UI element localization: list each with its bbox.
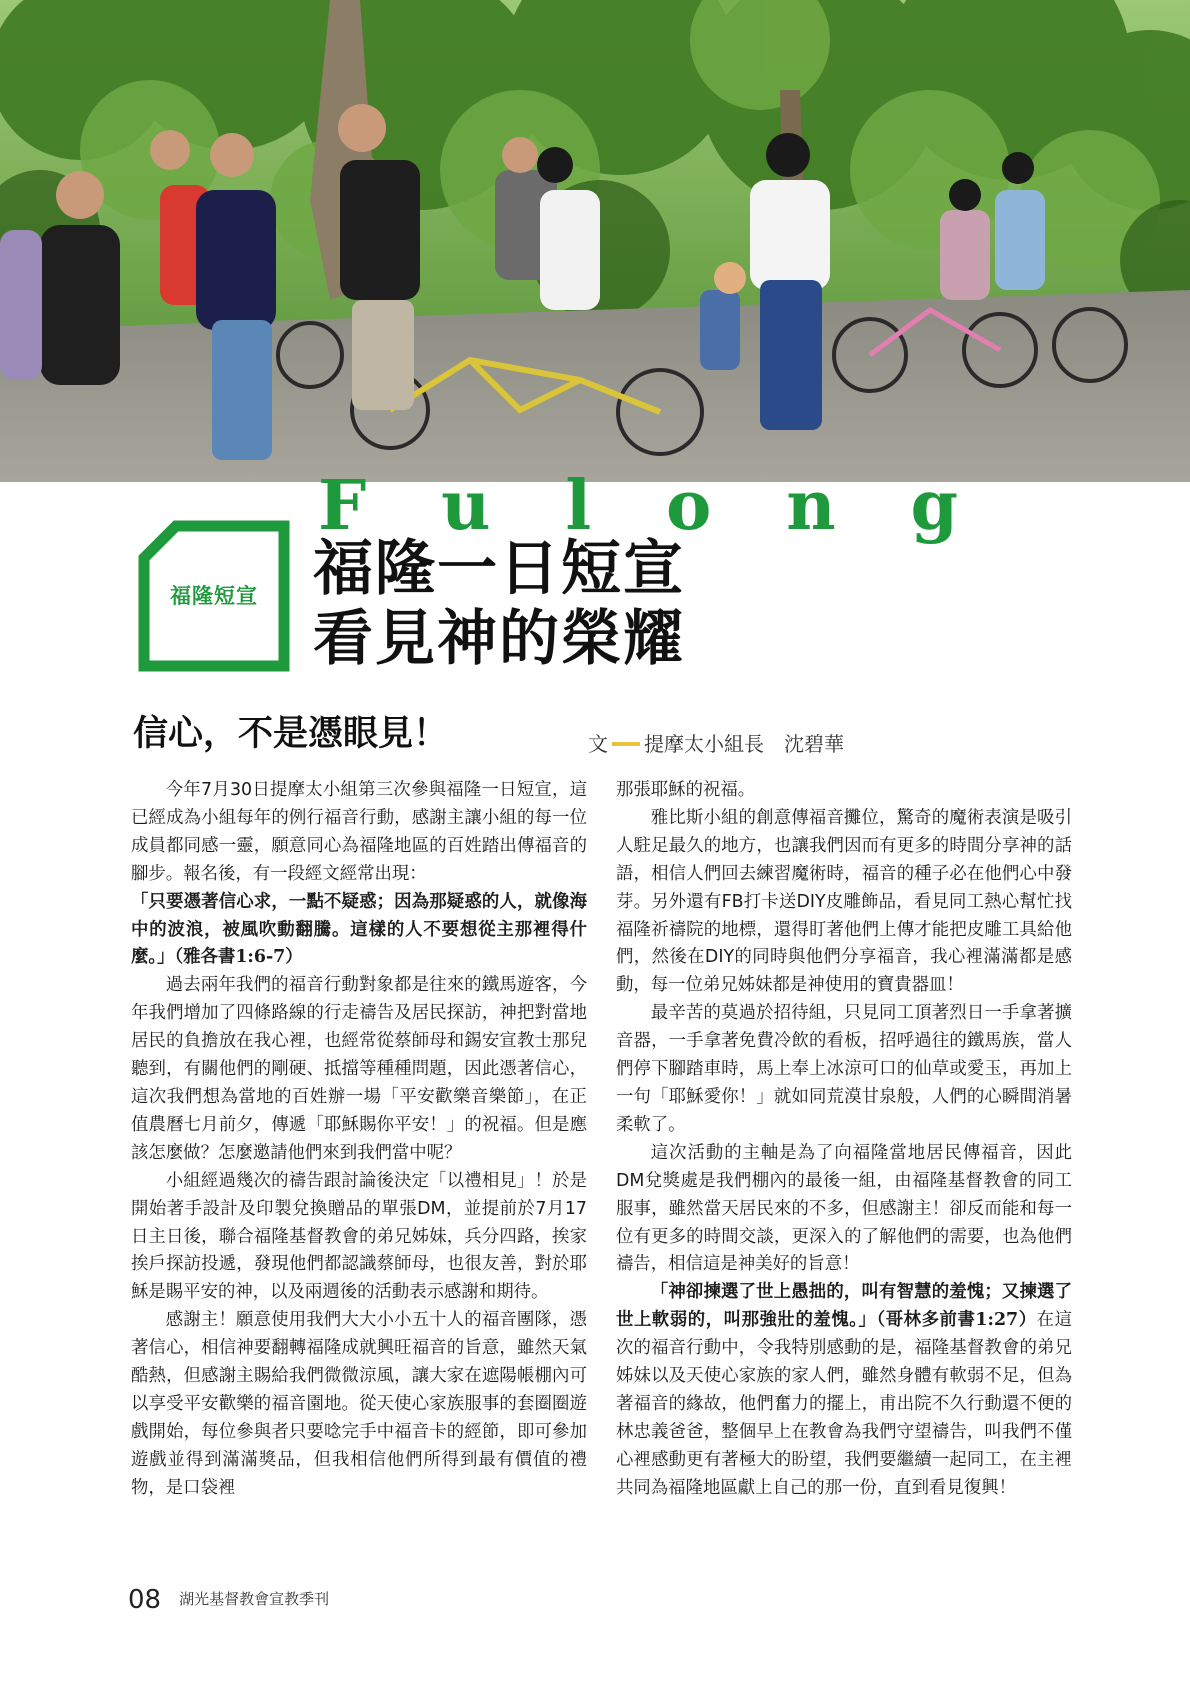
article-subtitle: 信心，不是憑眼見！ [133,714,449,754]
page-title [313,534,685,674]
paragraph: 雅比斯小組的創意傳福音攤位，驚奇的魔術表演是吸引人駐足最久的地方，也讓我們因而有更多的時間分享神的話語，相信人們回去練習魔術時，福音的種子必在他們心中發芽。另外還有FB打卡送DIY皮雕飾品，看見同工熱心幫忙找福隆祈禱院的地標，還得盯著他們上傳才能把皮雕工具給他們，然後在DIY的同時與他們分享福音，我心裡滿滿都是感動，每一位弟兄姊妹都是神使用的寶貴器皿！ [616,807,1072,996]
byline-prefix: 文 [588,732,608,756]
paragraph: 感謝主！願意使用我們大大小小五十人的福音團隊，憑著信心，相信神要翻轉福隆成就興旺福音的旨意，雖然天氣酷熱，但感謝主賜給我們微微涼風，讓大家在遮陽帳棚內可以享受平安歡樂的福音園地。從天使心家族服事的套圈圈遊戲開始，每位參與者只要唸完手中福音卡的經節，即可參加遊戲並得到滿滿獎品，但我相信他們所得到最有價值的禮物，是口袋裡 [131,1310,587,1498]
group-photo [0,0,1190,482]
section-badge [138,520,290,672]
wordmark-letter: l [565,466,592,546]
wordmark-letter: o [666,466,712,546]
publication-name: 湖光基督教會宣教季刊 [179,1590,330,1608]
paragraph [616,1279,1072,1502]
byline-dash [612,742,640,746]
title-line-2: 看見神的榮耀 [313,604,685,674]
header-photo [0,0,1190,482]
wordmark-letter: F [318,466,367,546]
paragraph: 今年7月30日提摩太小組第三次參與福隆一日短宣，這已經成為小組每年的例行福音行動，感謝主讓小組的每一位成員都同感一靈，願意同心為福隆地區的百姓踏出傳福音的腳步。報名後，有一段經文經常出現： [131,780,587,884]
byline [588,728,844,757]
wordmark-letter: n [786,466,836,546]
paragraph: 那張耶穌的祝福。 [616,780,756,800]
fulong-wordmark [318,466,958,546]
wordmark-letter: u [441,466,491,546]
badge-label: 福隆短宣 [170,584,258,608]
article-column-left [131,777,587,1503]
paragraph-text: 在這次的福音行動中，令我特別感動的是，福隆基督教會的弟兄姊妹以及天使心家族的家人們，雖然身體有軟弱不足，但為著福音的緣故，他們奮力的擺上，甫出院不久行動還不便的林忠義爸爸，整個早上在教會為我們守望禱告，叫我們不僅心裡感動更有著極大的盼望，我們要繼續一起同工，在主裡共同為福隆地區獻上自己的那一份，直到看見復興！ [616,1310,1072,1498]
article-column-right [616,777,1072,1503]
paragraph: 過去兩年我們的福音行動對象都是往來的鐵馬遊客，今年我們增加了四條路線的行走禱告及居民探訪，神把對當地居民的負擔放在我心裡，也經常從蔡師母和錫安宣教士那兒聽到，有關他們的剛硬、抵擋等種種問題，因此憑著信心，這次我們想為當地的百姓辦一場「平安歡樂音樂節」，在正值農曆七月前夕，傳遞「耶穌賜你平安！」的祝福。但是應該怎麼做？怎麼邀請他們來到我們當中呢？ [131,975,587,1163]
paragraph: 最辛苦的莫過於招待組，只見同工頂著烈日一手拿著擴音器，一手拿著免費冷飲的看板，招呼過往的鐵馬族，當人們停下腳踏車時，馬上奉上冰涼可口的仙草或愛玉，再加上一句「耶穌愛你！」就如同荒漠甘泉般，人們的心瞬間消暑柔軟了。 [616,1003,1072,1135]
wordmark-letter: g [910,466,958,546]
scripture-quote: 「只要憑著信心求，一點不疑惑；因為那疑惑的人，就像海中的波浪，被風吹動翻騰。這樣的人不要想從主那裡得什麼。」（雅各書1:6-7） [131,891,587,968]
scripture-quote: 「神卻揀選了世上愚拙的，叫有智慧的羞愧；又揀選了世上軟弱的，叫那強壯的羞愧。」（哥林多前書1:27） [616,1282,1072,1331]
title-line-1: 福隆一日短宣 [313,534,685,604]
paragraph: 小組經過幾次的禱告跟討論後決定「以禮相見」！於是開始著手設計及印製兌換贈品的單張DM，並提前於7月17日主日後，聯合福隆基督教會的弟兄姊妹，兵分四路，挨家挨戶探訪投遞，發現他們都認識蔡師母，也很友善，對於耶穌是賜平安的神，以及兩週後的活動表示感謝和期待。 [131,1170,587,1303]
byline-author: 提摩太小組長 沈碧華 [644,732,844,756]
paragraph: 這次活動的主軸是為了向福隆當地居民傳福音，因此DM兌獎處是我們棚內的最後一組，由福隆基督教會的同工服事，雖然當天居民來的不多，但感謝主！卻反而能和每一位有更多的時間交談，更深入的了解他們的需要，也為他們禱告，相信這是神美好的旨意！ [616,1142,1072,1275]
page-footer [128,1585,329,1615]
page-number: 08 [128,1585,162,1615]
